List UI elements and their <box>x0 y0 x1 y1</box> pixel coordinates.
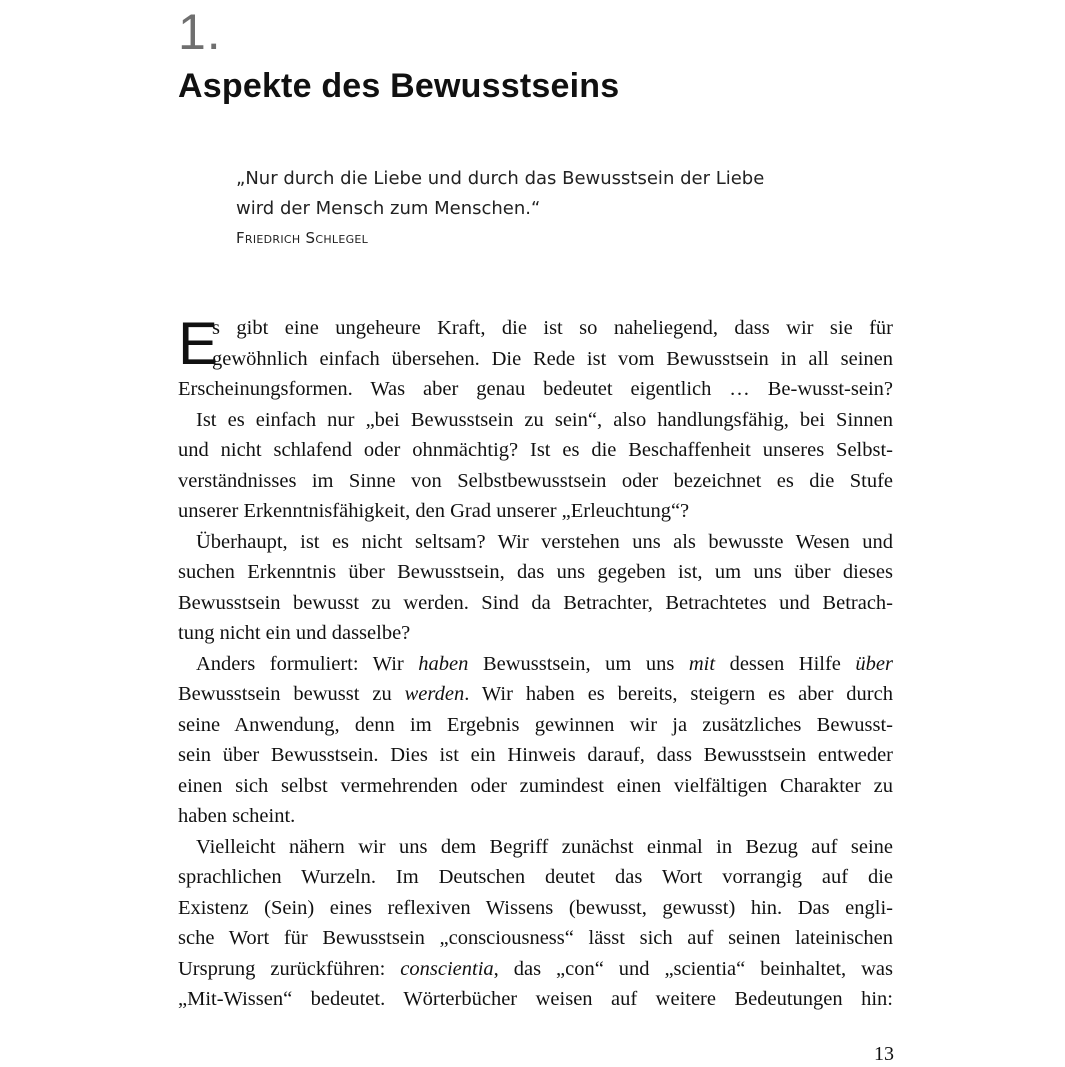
body-line: sche Wort für Bewusstsein „consciousness“ lässt sich auf seinen lateinischen <box>178 927 893 949</box>
body-text-run: Bewusstsein bewusst zu <box>178 683 405 705</box>
body-line: suchen Erkenntnis über Bewusstsein, das uns gegeben ist, um uns über dieses <box>178 561 893 583</box>
body-text-run: Anders formuliert: Wir <box>196 652 419 675</box>
body-line: gewöhnlich einfach übersehen. Die Rede ist vom Bewusstsein in all seinen <box>212 347 893 370</box>
body-text-run: Bewusstsein, um uns <box>468 652 689 675</box>
body-line: seine Anwendung, denn im Ergebnis gewinnen wir ja zusätzliches Bewusst- <box>178 713 893 736</box>
body-line: einen sich selbst vermehrenden oder zumindest einen vielfältigen Charakter zu <box>178 774 893 797</box>
body-text-run: Ursprung zurückführen: <box>178 957 401 980</box>
drop-cap: E <box>178 310 219 377</box>
body-line: haben scheint. <box>178 805 296 827</box>
body-line: Überhaupt, ist es nicht seltsam? Wir verstehen uns als bewusste Wesen und <box>196 530 893 553</box>
body-text-run: . Wir haben es bereits, steigern es aber durch <box>464 683 893 705</box>
emphasis: conscientia <box>400 957 494 980</box>
body-line: sprachlichen Wurzeln. Im Deutschen deutet das Wort vorrangig auf die <box>178 866 893 888</box>
body-line: Ist es einfach nur „bei Bewusstsein zu sein“, also handlungsfähig, bei Sinnen <box>196 408 893 431</box>
body-text <box>178 310 893 1015</box>
body-line: tung nicht ein und dasselbe? <box>178 622 411 644</box>
emphasis: haben <box>418 652 469 675</box>
body-line: Bewusstsein bewusst zu werden. Sind da Betrachter, Betrachtetes und Betrach- <box>178 591 893 614</box>
page-number: 13 <box>874 1043 894 1065</box>
body-text-run: dessen Hilfe <box>715 652 856 675</box>
body-line: verständnisses im Sinne von Selbstbewusstsein oder bezeichnet es die Stufe <box>178 469 893 492</box>
body-line <box>178 679 893 710</box>
emphasis: werden <box>404 683 465 705</box>
emphasis: mit <box>688 652 716 675</box>
epigraph-quote-line: „Nur durch die Liebe und durch das Bewusstsein der Liebe <box>236 168 765 189</box>
body-line: „Mit-Wissen“ bedeutet. Wörterbücher weisen auf weitere Bedeutungen hin: <box>178 988 893 1010</box>
body-line: unserer Erkenntnisfähigkeit, den Grad unserer „Erleuchtung“? <box>178 500 690 522</box>
body-line <box>178 649 893 680</box>
body-line: Vielleicht nähern wir uns dem Begriff zunächst einmal in Bezug auf seine <box>196 835 893 858</box>
chapter-title: Aspekte des Bewusstseins <box>178 67 620 105</box>
body-line: Existenz (Sein) eines reflexiven Wissens (bewusst, gewusst) hin. Das engli- <box>178 896 893 919</box>
body-line: Erscheinungsformen. Was aber genau bedeutet eigentlich … Be-wusst-sein? <box>178 378 893 400</box>
body-text-run: , das „con“ und „scientia“ beinhaltet, was <box>493 957 893 980</box>
chapter-number: 1. <box>178 4 222 60</box>
emphasis: über <box>855 652 893 675</box>
body-line: sein über Bewusstsein. Dies ist ein Hinweis darauf, dass Bewusstsein entweder <box>178 744 893 766</box>
body-line: und nicht schlafend oder ohnmächtig? Ist es die Beschaffenheit unseres Selbst- <box>178 439 893 461</box>
epigraph <box>236 164 796 248</box>
epigraph-quote-line: wird der Mensch zum Menschen.“ <box>236 198 541 219</box>
body-line <box>178 954 893 985</box>
epigraph-author: Friedrich Schlegel <box>236 229 369 247</box>
body-line: s gibt eine ungeheure Kraft, die ist so naheliegend, dass wir sie für <box>212 317 893 339</box>
